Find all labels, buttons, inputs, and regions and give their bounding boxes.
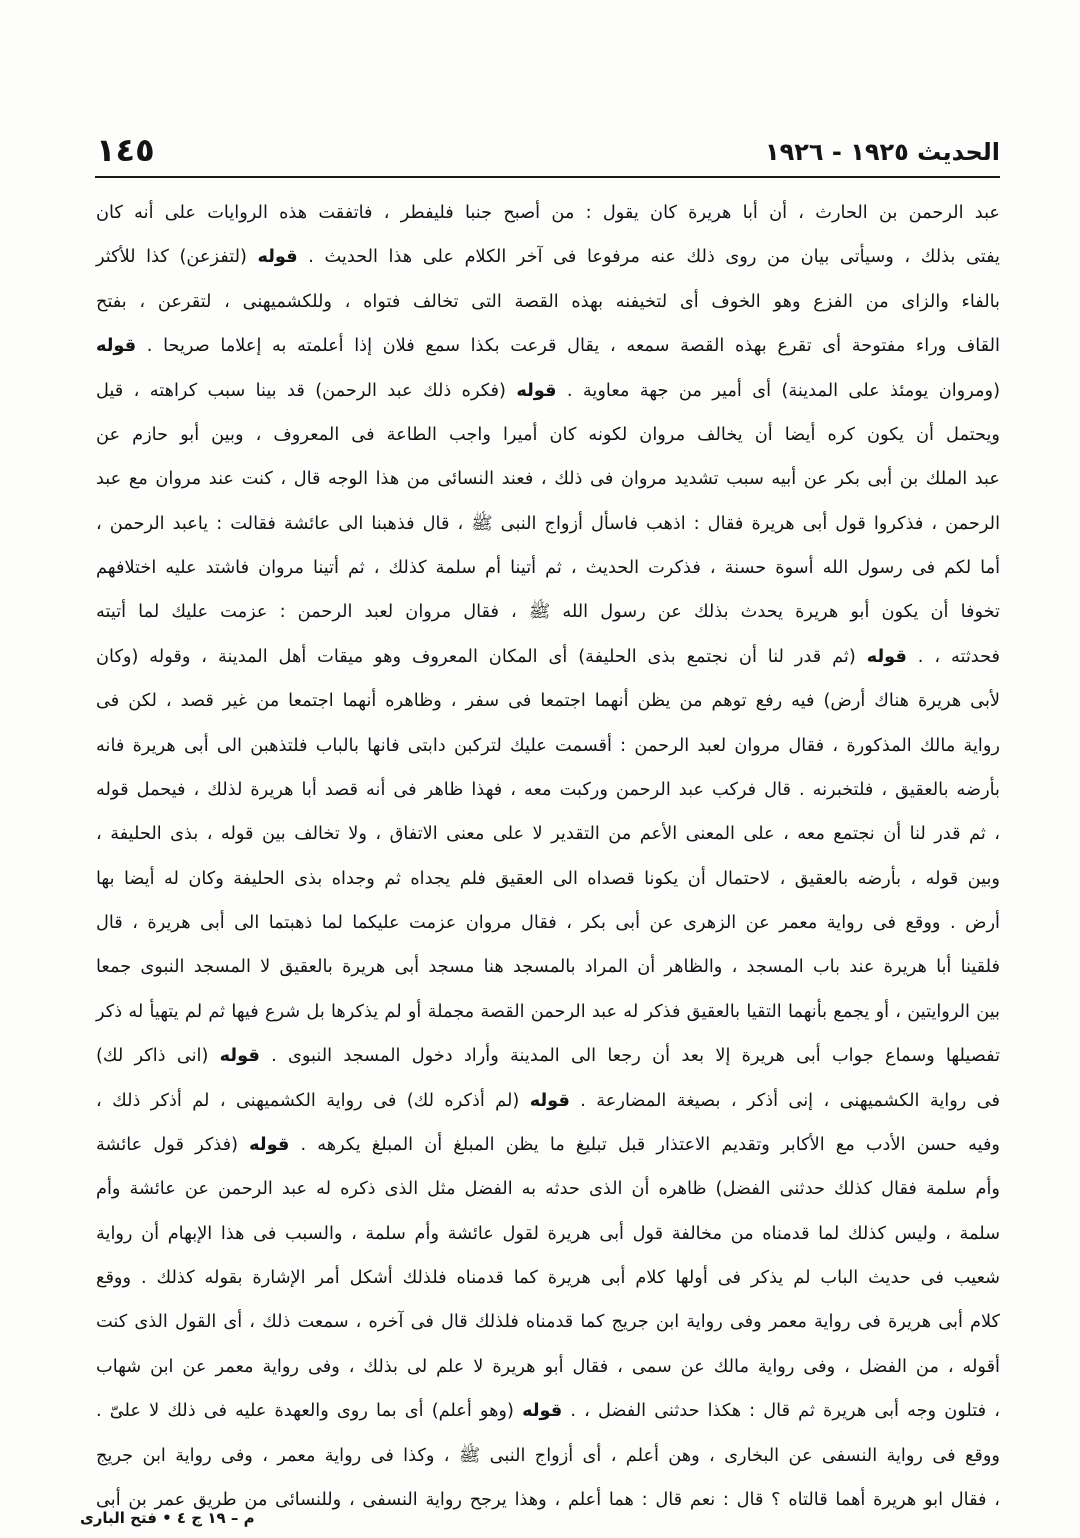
text-line-content <box>96 502 1000 546</box>
text-run: (لتفزعن) كذا للأكثر <box>96 247 258 268</box>
text-run: فلقينا أبا هريرة عند باب المسجد ، والظاهر أن المراد بالمسجد هنا مسجد أبى هريرة بالعقيق لا المسجد النبوى جمعا <box>96 957 1000 978</box>
text-run: أقوله ، من الفضل ، وفى رواية مالك عن سمى ، فقال أبو هريرة لا علم لى بذلك ، وفى رواية معمر عن ابن شهاب <box>96 1356 1000 1377</box>
running-title: الحديث ١٩٢٥ - ١٩٢٦ <box>764 138 1000 166</box>
text-line-content <box>96 191 1000 235</box>
text-line-content <box>96 413 1000 457</box>
text-line <box>95 191 1000 235</box>
text-line-content <box>96 1167 1000 1211</box>
text-line <box>95 457 1000 501</box>
text-line <box>95 857 1000 901</box>
text-run: ، فتلون وجه أبى هريرة ثم قال : هكذا حدثنى الفضل ، . <box>562 1401 1000 1422</box>
text-run: رواية مالك المذكورة ، فقال مروان لعبد الرحمن : أقسمت عليك لتركبن دابتى فانها بالباب فلتذهبن الى أبى هريرة فانه <box>96 735 1000 756</box>
text-run: (لم أذكره لك) فى رواية الكشميهنى ، لم أذكر ذلك ، <box>96 1090 530 1111</box>
commentary-keyword: قوله <box>522 1401 563 1422</box>
text-run: (فذكر قول عائشة <box>96 1134 250 1155</box>
text-line-content <box>96 324 1000 368</box>
text-line-content <box>96 857 1000 901</box>
text-run: فحدثته ، . <box>906 646 1000 667</box>
text-line <box>95 280 1000 324</box>
text-line-content <box>96 990 1000 1034</box>
commentary-keyword: قوله <box>249 1134 290 1155</box>
text-line <box>95 1345 1000 1389</box>
commentary-keyword: قوله <box>257 247 298 268</box>
text-run: القاف وراء مفتوحة أى تقرع بهذه القصة سمعه ، يقال قرعت بكذا سمع فلان إذا أعلمته به إعلاما صريحا . <box>136 336 1000 357</box>
text-line-content <box>96 1300 1000 1344</box>
text-run: شعيب فى حديث الباب لم يذكر فى أولها كلام أبى هريرة كما قدمناه فلذلك أشكل أمر الإشارة بقوله كذلك . ووقع <box>96 1268 1000 1288</box>
text-run: (ومروان يومئذ على المدينة) أى أمير من جهة معاوية . <box>556 380 1000 401</box>
header-rule <box>95 176 1000 178</box>
text-run: (فكره ذلك عبد الرحمن) قد بينا سبب كراهته ، قيل <box>96 380 517 401</box>
text-run: فى رواية الكشميهنى ، إنى أذكر ، بصيغة المضارعة . <box>569 1090 1000 1111</box>
text-line <box>95 724 1000 768</box>
commentary-keyword: قوله <box>516 380 557 401</box>
text-line-content <box>96 369 1000 413</box>
text-line <box>95 1389 1000 1433</box>
text-line <box>95 1034 1000 1078</box>
text-run: يفتى بذلك ، وسيأتى بيان من روى ذلك عنه مرفوعا فى آخر الكلام على هذا الحديث . <box>297 247 1000 268</box>
text-line <box>95 812 1000 856</box>
text-line <box>95 990 1000 1034</box>
text-run: أرض . ووقع فى رواية معمر عن الزهرى عن أبى بكر ، فقال مروان عزمت عليكما لما ذهبتما الى أبى هريرة ، قال <box>96 913 1000 933</box>
text-line <box>95 590 1000 634</box>
text-line <box>95 901 1000 945</box>
text-run: ، فقال ابو هريرة أهما قالتاه ؟ قال : نعم قال : هما أعلم ، وهذا يرجح رواية النسفى ، وللنسائى من طريق عمر بن أبى <box>96 1489 1000 1510</box>
text-line <box>95 546 1000 590</box>
text-line-content <box>96 1123 1000 1167</box>
text-line <box>95 768 1000 812</box>
text-run: بين الروايتين ، أو يجمع بأنهما التقيا بالعقيق فذكر له عبد الرحمن القصة مجملة أو لم يذكرها بل شرع فيها ثم لم يتهيأ له ذكر <box>96 1001 1000 1022</box>
text-line-content <box>96 1389 1000 1433</box>
text-line <box>95 369 1000 413</box>
body-text <box>95 191 1000 1522</box>
text-line-content <box>96 635 1000 679</box>
text-line-content <box>96 1345 1000 1389</box>
commentary-keyword: قوله <box>96 336 137 357</box>
text-line-content <box>96 235 1000 279</box>
text-run: ويحتمل أن يكون كره أيضا أن يخالف مروان لكونه كان أميرا واجب الطاعة فى المعروف ، وبين أبو حازم عن <box>96 424 1000 445</box>
text-line-content <box>96 1034 1000 1078</box>
text-line <box>95 635 1000 679</box>
text-line-content <box>96 679 1000 723</box>
text-line-content <box>96 1434 1000 1478</box>
text-line-content <box>96 945 1000 989</box>
text-run: بالفاء والزاى من الفزع وهو الخوف أى لتخيفنه بهذه القصة التى تخالف فتواه ، وللكشميهنى ، لتقرعن ، بفتح <box>96 291 1000 312</box>
text-run: وأم سلمة فقال كذلك حدثنى الفضل) ظاهره أن الذى حدثه به الفضل مثل الذى ذكره له عبد الرحمن عن عائشة وأم <box>96 1179 1000 1200</box>
text-line <box>95 235 1000 279</box>
text-run: تفصيلها وسماع جواب أبى هريرة إلا بعد أن رجعا الى المدينة وأراد دخول المسجد النبوى . <box>259 1046 1000 1067</box>
commentary-keyword: قوله <box>866 646 907 667</box>
text-run: ووقع فى رواية النسفى عن البخارى ، وهن أعلم ، أى أزواج النبى ﷺ ، وكذا فى رواية معمر ، وفى رواية ابن جريج <box>96 1445 1000 1466</box>
text-line-content <box>96 546 1000 590</box>
text-run: الرحمن ، فذكروا قول أبى هريرة فقال : اذهب فاسأل أزواج النبى ﷺ ، قال فذهبنا الى عائشة فقالت : ياعبد الرحمن ، <box>96 513 1000 534</box>
text-line-content <box>96 812 1000 856</box>
text-run: لأبى هريرة هناك أرض) فيه رفع توهم من يظن أنهما اجتمعا فى سفر ، وظاهره أنهما اجتمعا من غير قصد ، لكن فى <box>96 691 1000 712</box>
text-run: أما لكم فى رسول الله أسوة حسنة ، فذكرت الحديث ، ثم أتينا أم سلمة كذلك ، ثم أتينا مروان فاشتد عليه اختلافهم <box>96 558 1000 578</box>
text-line <box>95 1167 1000 1211</box>
text-run: وفيه حسن الأدب مع الأكابر وتقديم الاعتذار قبل تبليغ ما يظن المبلغ أن المبلغ يكرهه . <box>289 1134 1000 1155</box>
text-line <box>95 502 1000 546</box>
text-line-content <box>96 457 1000 501</box>
text-line <box>95 1300 1000 1344</box>
commentary-keyword: قوله <box>529 1090 570 1111</box>
text-line <box>95 1434 1000 1478</box>
text-run: سلمة ، وليس كذلك لما قدمناه من مخالفة قول أبى هريرة لقول عائشة وأم سلمة ، والسبب فى هذا الإبهام أن رواية <box>96 1223 1000 1244</box>
text-line <box>95 945 1000 989</box>
text-run: وبين قوله ، بأرضه بالعقيق ، لاحتمال أن يكونا قصداه الى العقيق فلم يجداه ثم وجداه بذى الحليفة وكان له أيضا بها <box>96 868 1000 889</box>
text-line-content <box>96 768 1000 812</box>
text-line <box>95 1079 1000 1123</box>
page-number: ١٤٥ <box>96 131 155 169</box>
text-run: كلام أبى هريرة فى رواية معمر وفى رواية ابن جريج كما قدمناه فلذلك قال فى آخره ، سمعت ذلك ، أى القول الذى كنت <box>96 1312 1000 1333</box>
text-line <box>95 1256 1000 1300</box>
text-line <box>95 324 1000 368</box>
text-run: (وهو أعلم) أى بما روى والعهدة عليه فى ذلك لا علىّ . <box>95 1401 523 1422</box>
text-line-content <box>96 724 1000 768</box>
text-run: بأرضه بالعقيق ، فلتخبرنه . قال فركب عبد الرحمن وركبت معه ، فهذا ظاهر فى أنه قصد أبا هريرة لذلك ، فيحمل قوله <box>96 779 1000 800</box>
commentary-keyword: قوله <box>219 1046 260 1067</box>
text-run: (ثم قدر لنا أن نجتمع بذى الحليفة) أى المكان المعروف وهو ميقات أهل المدينة ، وقوله (وكان <box>96 646 867 667</box>
text-line <box>95 1123 1000 1167</box>
footer-signature: م – ١٩ ج ٤ • فتح البارى <box>80 1509 255 1527</box>
text-line-content <box>96 1256 1000 1300</box>
text-run: عبد الملك بن أبى بكر عن أبيه سبب تشديد مروان فى ذلك ، فعند النسائى من هذا الوجه قال ، كنت عند مروان مع عبد <box>96 469 1000 490</box>
text-line-content <box>96 280 1000 324</box>
text-line-content <box>96 1212 1000 1256</box>
text-line-content <box>96 1079 1000 1123</box>
text-line-content <box>96 590 1000 634</box>
text-run: (انى ذاكر لك) <box>96 1046 220 1067</box>
text-line-content <box>96 901 1000 945</box>
text-line <box>95 413 1000 457</box>
text-run: عبد الرحمن بن الحارث ، أن أبا هريرة كان يقول : من أصبح جنبا فليفطر ، فاتفقت هذه الروايات على أنه كان <box>96 203 1000 223</box>
text-line <box>95 679 1000 723</box>
text-line <box>95 1212 1000 1256</box>
text-run: ، ثم قدر لنا أن نجتمع معه ، على المعنى الأعم من التقدير لا على معنى الاتفاق ، ولا تخالف بين قوله ، بذى الحليفة ، <box>96 824 1000 845</box>
text-run: تخوفا أن يكون أبو هريرة يحدث بذلك عن رسول الله ﷺ ، فقال مروان لعبد الرحمن : عزمت عليك لما أتيته <box>96 602 1000 623</box>
